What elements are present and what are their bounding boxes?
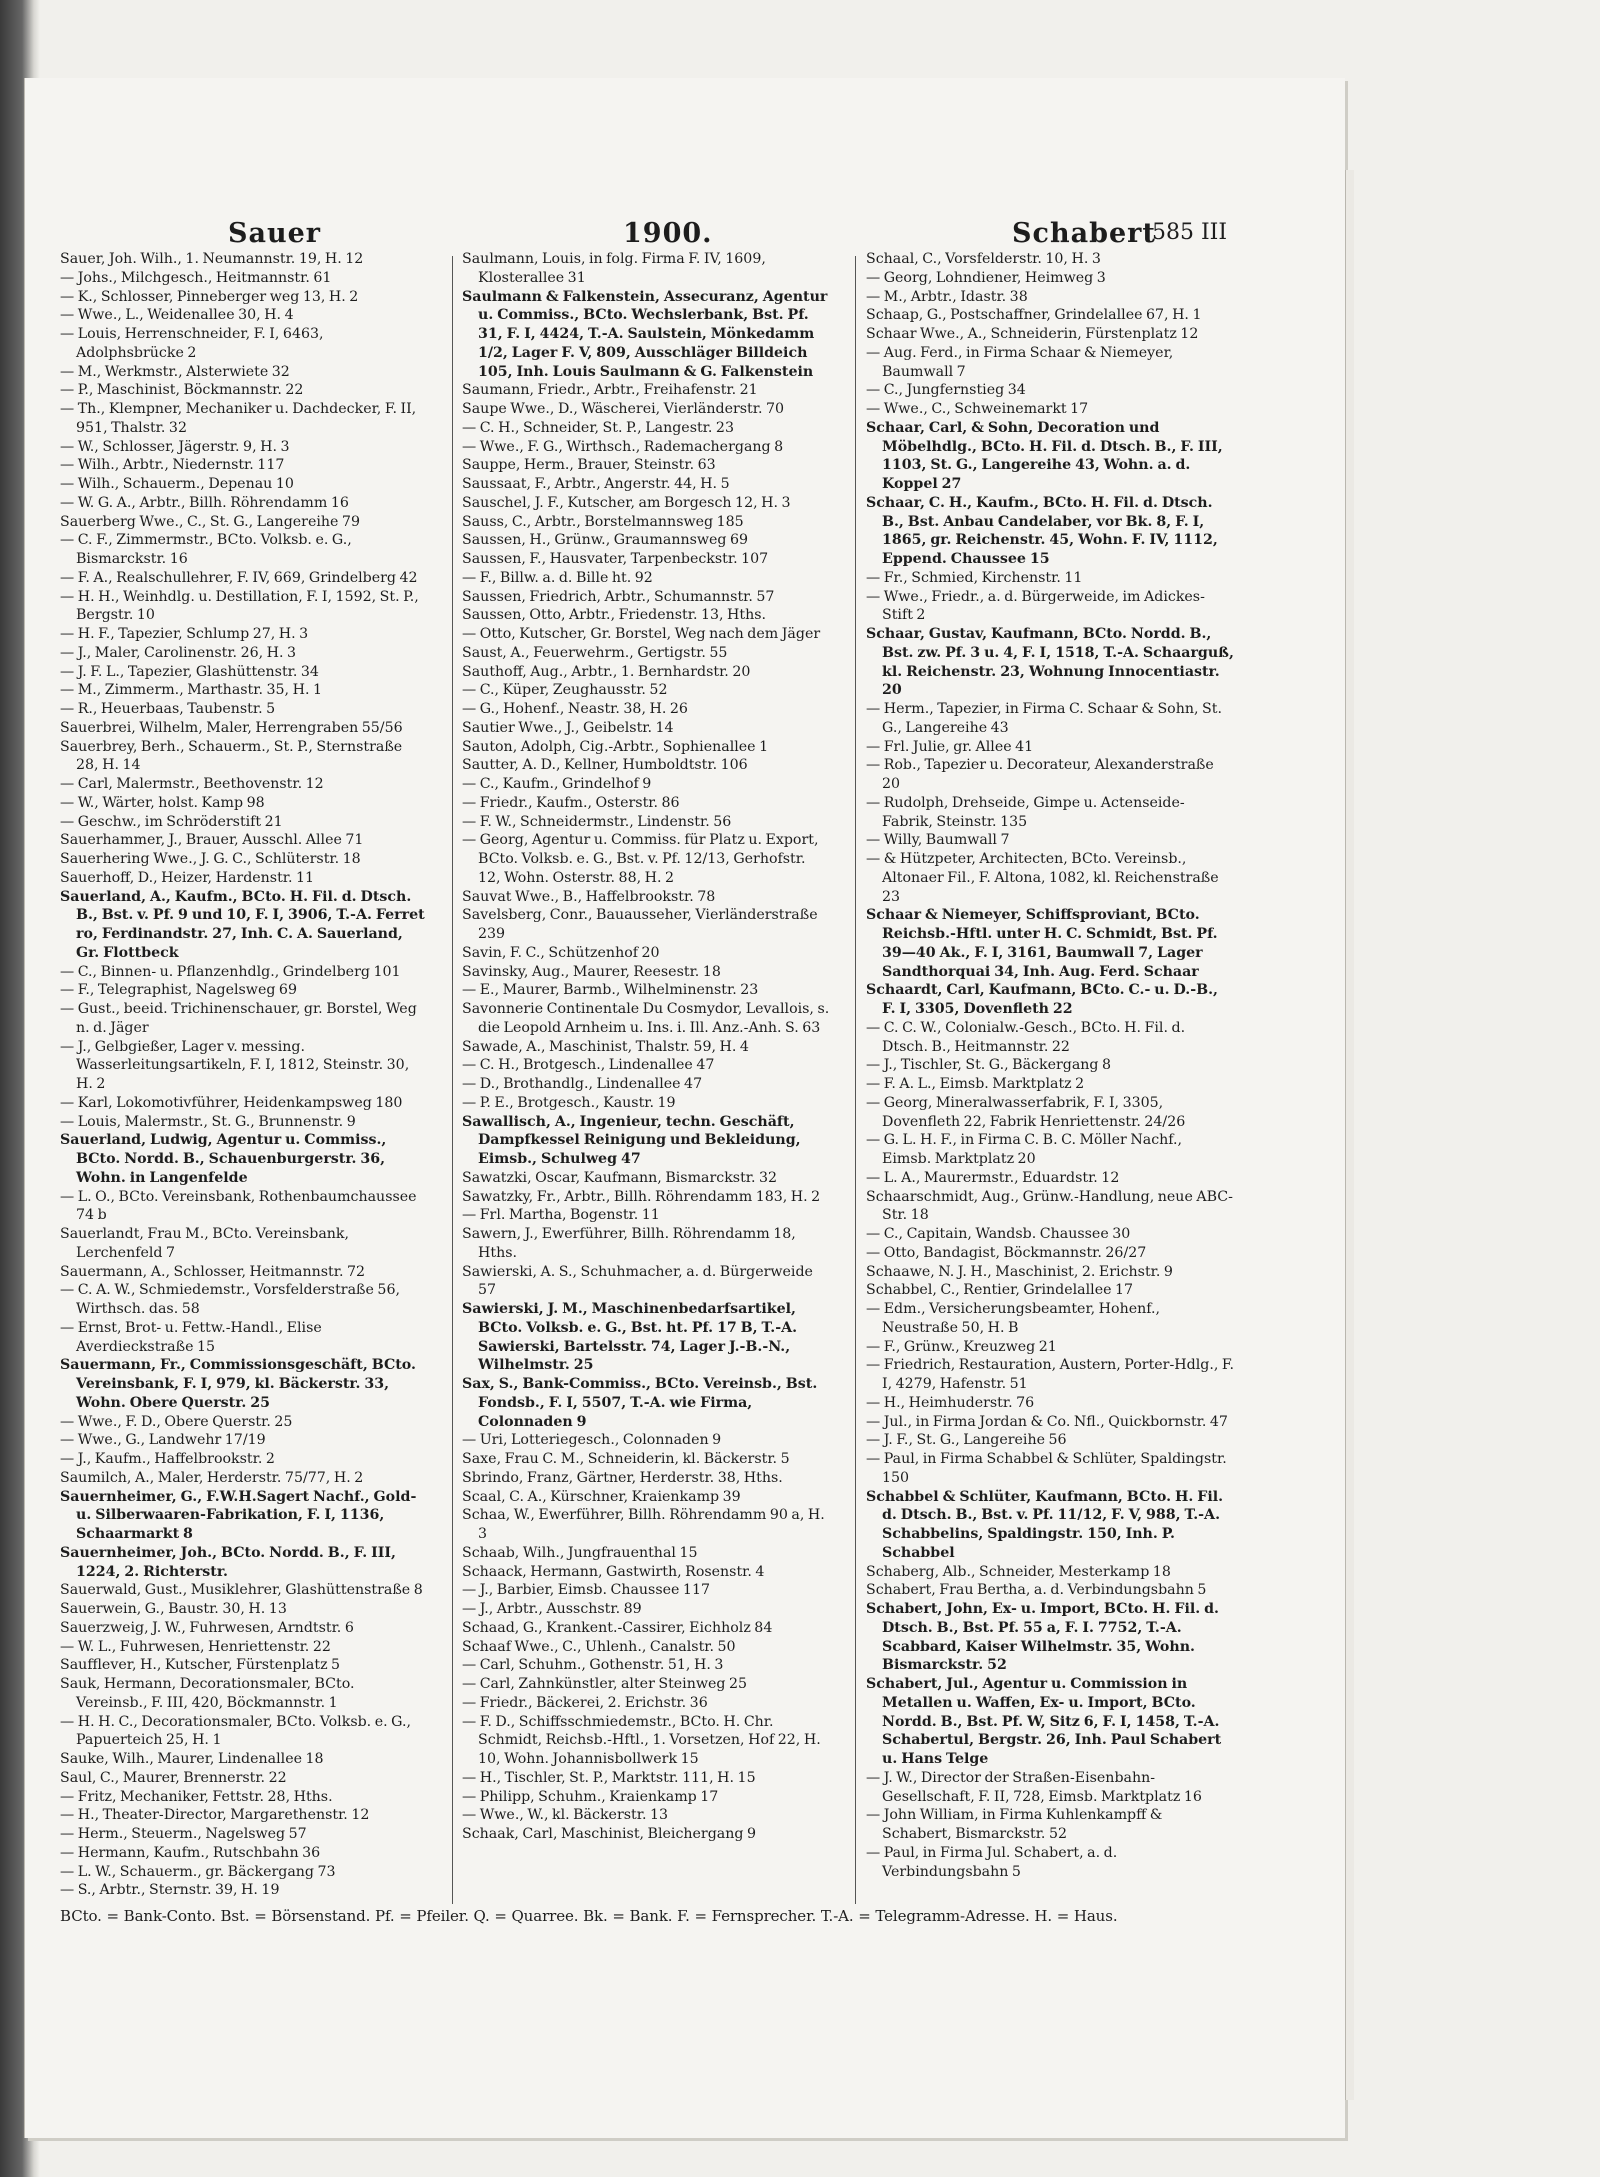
directory-entry: — G. L. H. F., in Firma C. B. C. Möller Nachf., Eimsb. Marktplatz 20	[866, 1132, 1183, 1167]
directory-entry: Schaal, C., Vorsfelderstr. 10, H. 3	[866, 251, 1101, 267]
directory-entry: — C. H., Brotgesch., Lindenallee 47	[462, 1057, 715, 1074]
column-divider	[452, 256, 453, 1904]
directory-entry: — Wwe., C., Schweinemarkt 17	[866, 401, 1089, 417]
directory-entry: Sauernheimer, G., F.W.H.Sagert Nachf., Gold- u. Silberwaaren-Fabrikation, F. I, 1136, Schaarmarkt 8	[60, 1488, 417, 1542]
directory-entry: — Wwe., G., Landwehr 17/19	[60, 1432, 266, 1449]
directory-entry: Sauerzweig, J. W., Fuhrwesen, Arndtstr. 6	[60, 1619, 354, 1636]
directory-entry: — Friedrich, Restauration, Austern, Porter-Hdlg., F. I, 4279, Hafenstr. 51	[866, 1357, 1235, 1392]
directory-entry: — F. A. L., Eimsb. Marktplatz 2	[866, 1076, 1085, 1092]
header-year: 1900.	[623, 218, 713, 249]
directory-entry: Sawatzki, Oscar, Kaufmann, Bismarckstr. 32	[462, 1169, 778, 1186]
directory-entry: — D., Brothandlg., Lindenallee 47	[462, 1076, 703, 1092]
directory-entry: Sautier Wwe., J., Geibelstr. 14	[462, 719, 674, 736]
directory-entry: — H., Tischler, St. P., Marktstr. 111, H. 15	[462, 1769, 756, 1786]
directory-entry: — J. F., St. G., Langereihe 56	[866, 1432, 1067, 1449]
directory-entry: Sauermann, Fr., Commissionsgeschäft, BCto. Vereinsbank, F. I, 979, kl. Bäckerstr. 33, Wohn. Obere Querstr. 25	[60, 1357, 416, 1411]
directory-entry: Schaar, Gustav, Kaufmann, BCto. Nordd. B., Bst. zw. Pf. 3 u. 4, F. I, 1518, T.-A. Schaarguß, kl. Reichenstr. 23, Wohnung Innocentiastr. 20	[866, 626, 1234, 699]
directory-entry: Schabbel, C., Rentier, Grindelallee 17	[866, 1282, 1134, 1299]
directory-entry: — Wwe., W., kl. Bäckerstr. 13	[462, 1807, 669, 1824]
directory-entry: — C. H., Schneider, St. P., Langestr. 23	[462, 419, 734, 436]
directory-entry: Sauerberg Wwe., C., St. G., Langereihe 79	[60, 513, 360, 530]
directory-entry: — Wwe., L., Weidenallee 30, H. 4	[60, 307, 294, 324]
directory-entry: — Hermann, Kaufm., Rutschbahn 36	[60, 1844, 321, 1861]
directory-entry: — W., Wärter, holst. Kamp 98	[60, 794, 265, 811]
directory-entry: Sautter, A. D., Kellner, Humboldtstr. 106	[462, 757, 748, 774]
header-last-name: Schabert	[1012, 218, 1156, 249]
directory-entry: Sawern, J., Ewerführer, Billh. Röhrendamm 18, Hths.	[462, 1226, 796, 1261]
directory-entry: Saulmann & Falkenstein, Assecuranz, Agentur u. Commiss., BCto. Wechslerbank, Bst. Pf. 31, F. I, 4424, T.-A. Saulstein, Mönkedamm 1/2, Lager F. V, 809, Ausschläger Billdeich 105, Inh. Louis Saulmann & G. Falkenstein	[462, 288, 828, 380]
directory-entry: — J., Arbtr., Ausschstr. 89	[462, 1601, 642, 1617]
page-edge	[1345, 170, 1354, 2100]
directory-entry: — J., Barbier, Eimsb. Chaussee 117	[462, 1582, 710, 1599]
directory-entry: — G., Hohenf., Neastr. 38, H. 26	[462, 701, 688, 717]
directory-entry: Sauerhoff, D., Heizer, Hardenstr. 11	[60, 869, 315, 886]
directory-entry: — Carl, Schuhm., Gothenstr. 51, H. 3	[462, 1657, 724, 1674]
directory-entry: Schabert, Jul., Agentur u. Commission in Metallen u. Waffen, Ex- u. Import, BCto. Nordd. B., Bst. Pf. W, Sitz 6, F. I, 1458, T.-A. Schabertul, Bergstr. 26, Inh. Paul Schabert u. Hans Telge	[866, 1676, 1222, 1767]
directory-entry: — J., Gelbgießer, Lager v. messing. Wasserleitungsartikeln, F. I, 1812, Steinstr. 30, H. 2	[60, 1038, 410, 1092]
directory-entry: — Otto, Bandagist, Böckmannstr. 26/27	[866, 1244, 1147, 1261]
directory-entry: Saussen, H., Grünw., Graumannsweg 69	[462, 532, 749, 549]
directory-entry: — H. H., Weinhdlg. u. Destillation, F. I, 1592, St. P., Bergstr. 10	[60, 588, 419, 624]
header-first-name: Sauer	[228, 218, 322, 249]
directory-entry: — J. F. L., Tapezier, Glashüttenstr. 34	[60, 663, 319, 680]
directory-entry: — Johs., Milchgesch., Heitmannstr. 61	[60, 269, 332, 286]
directory-entry: Schaa, W., Ewerführer, Billh. Röhrendamm 90 a, H. 3	[462, 1507, 825, 1542]
directory-entry: — Otto, Kutscher, Gr. Borstel, Weg nach dem Jäger	[462, 626, 821, 642]
directory-entry: — Uri, Lotteriegesch., Colonnaden 9	[462, 1432, 722, 1449]
directory-entry: — & Hützpeter, Architecten, BCto. Vereinsb., Altonaer Fil., F. Altona, 1082, kl. Reichenstraße 23	[866, 851, 1219, 905]
directory-entry: Sauerbrey, Berh., Schauerm., St. P., Sternstraße 28, H. 14	[60, 738, 403, 774]
directory-entry: — E., Maurer, Barmb., Wilhelminenstr. 23	[462, 982, 759, 999]
directory-entry: Scaal, C. A., Kürschner, Kraienkamp 39	[462, 1488, 741, 1505]
directory-entry: Sawallisch, A., Ingenieur, techn. Geschäft, Dampfkessel Reinigung und Bekleidung, Eimsb., Schulweg 47	[462, 1113, 801, 1167]
directory-entry: Schaar & Niemeyer, Schiffsproviant, BCto. Reichsb.-Hftl. unter H. C. Schmidt, Bst. Pf. 39—40 Ak., F. I, 3161, Baumwall 7, Lager Sandthorquai 34, Inh. Aug. Ferd. Schaar	[866, 907, 1218, 980]
directory-entry: Schaap, G., Postschaffner, Grindelallee 67, H. 1	[866, 307, 1202, 324]
directory-entry: Savin, F. C., Schützenhof 20	[462, 944, 660, 961]
directory-entry: — W., Schlosser, Jägerstr. 9, H. 3	[60, 438, 290, 455]
directory-entry: — W. G. A., Arbtr., Billh. Röhrendamm 16	[60, 494, 349, 511]
directory-entry: Saxe, Frau C. M., Schneiderin, kl. Bäckerstr. 5	[462, 1451, 790, 1467]
directory-entry: — Friedr., Bäckerei, 2. Erichstr. 36	[462, 1694, 708, 1711]
directory-entry: Saumann, Friedr., Arbtr., Freihafenstr. 21	[462, 382, 758, 399]
directory-entry: — R., Heuerbaas, Taubenstr. 5	[60, 701, 276, 717]
directory-entry: Savinsky, Aug., Maurer, Reesestr. 18	[462, 963, 721, 980]
directory-entry: Sauke, Wilh., Maurer, Lindenallee 18	[60, 1751, 324, 1767]
directory-entry: Sauerhering Wwe., J. G. C., Schlüterstr. 18	[60, 851, 361, 867]
directory-entry: — Jul., in Firma Jordan & Co. Nfl., Quickbornstr. 47	[866, 1413, 1228, 1430]
directory-entry: — F. D., Schiffsschmiedemstr., BCto. H. Chr. Schmidt, Reichsb.-Hftl., 1. Vorsetzen, Hof 22, H. 10, Wohn. Johannisbollwerk 15	[462, 1713, 821, 1767]
directory-entry: — Willy, Baumwall 7	[866, 832, 1010, 849]
directory-entry: Savonnerie Continentale Du Cosmydor, Levallois, s. die Leopold Arnheim u. Ins. i. Ill. Anz.-Anh. S. 63	[462, 1001, 830, 1036]
column-left	[60, 250, 428, 1900]
directory-entry: — K., Schlosser, Pinneberger weg 13, H. 2	[60, 288, 359, 305]
directory-entry: Schaack, Hermann, Gastwirth, Rosenstr. 4	[462, 1563, 765, 1580]
directory-entry: — S., Arbtr., Sternstr. 39, H. 19	[60, 1882, 280, 1899]
directory-entry: Saufflever, H., Kutscher, Fürstenplatz 5	[60, 1657, 341, 1674]
page-number: 585 III	[1152, 220, 1228, 245]
directory-entry: Sawierski, A. S., Schuhmacher, a. d. Bürgerweide 57	[462, 1263, 813, 1299]
directory-entry: Schaar Wwe., A., Schneiderin, Fürstenplatz 12	[866, 326, 1199, 342]
directory-entry: — Louis, Herrenschneider, F. I, 6463, Adolphsbrücke 2	[60, 326, 324, 361]
directory-entry: Saussaat, F., Arbtr., Angerstr. 44, H. 5	[462, 476, 730, 492]
directory-entry: Sauk, Hermann, Decorationsmaler, BCto. Vereinsb., F. III, 420, Böckmannstr. 1	[60, 1676, 355, 1711]
directory-entry: — Rudolph, Drehseide, Gimpe u. Actenseide-Fabrik, Steinstr. 135	[866, 794, 1185, 830]
directory-entry: — P. E., Brotgesch., Kaustr. 19	[462, 1094, 676, 1111]
directory-entry: Schaberg, Alb., Schneider, Mesterkamp 18	[866, 1563, 1171, 1580]
directory-entry: Sax, S., Bank-Commiss., BCto. Vereinsb., Bst. Fondsb., F. I, 5507, T.-A. wie Firma, Colonnaden 9	[462, 1376, 818, 1430]
directory-entry: — F. A., Realschullehrer, F. IV, 669, Grindelberg 42	[60, 569, 418, 586]
directory-entry: — J., Tischler, St. G., Bäckergang 8	[866, 1057, 1112, 1074]
directory-entry: — J., Maler, Carolinenstr. 26, H. 3	[60, 644, 297, 661]
directory-entry: Sauermann, A., Schlosser, Heitmannstr. 72	[60, 1263, 366, 1280]
directory-entry: Saussen, Friedrich, Arbtr., Schumannstr. 57	[462, 588, 775, 605]
directory-entry: — C., Kaufm., Grindelhof 9	[462, 776, 652, 792]
directory-entry: Schaar, Carl, & Sohn, Decoration und Möbelhdlg., BCto. H. Fil. d. Dtsch. B., F. III, 1103, St. G., Langereihe 43, Wohn. a. d. Koppel 27	[866, 419, 1223, 492]
directory-entry: — Ernst, Brot- u. Fettw.-Handl., Elise Averdieckstraße 15	[60, 1319, 322, 1355]
directory-entry: — Th., Klempner, Mechaniker u. Dachdecker, F. II, 951, Thalstr. 32	[60, 401, 417, 436]
directory-entry: — Karl, Lokomotivführer, Heidenkampsweg 180	[60, 1094, 403, 1111]
directory-entry: — M., Werkmstr., Alsterwiete 32	[60, 363, 290, 380]
directory-entry: Saumilch, A., Maler, Herderstr. 75/77, H. 2	[60, 1469, 364, 1486]
directory-entry: Sauschel, J. F., Kutscher, am Borgesch 12, H. 3	[462, 494, 791, 511]
directory-entry: — Geschw., im Schröderstift 21	[60, 813, 283, 830]
directory-entry: Schaardt, Carl, Kaufmann, BCto. C.- u. D.-B., F. I, 3305, Dovenfleth 22	[866, 982, 1218, 1017]
directory-entry: — F., Telegraphist, Nagelsweg 69	[60, 982, 297, 999]
directory-entry: Sawierski, J. M., Maschinenbedarfsartikel, BCto. Volksb. e. G., Bst. ht. Pf. 17 B, T.-A. Sawierski, Bartelsstr. 74, Lager J.-B.-N., Wilhelmstr. 25	[462, 1301, 798, 1374]
directory-entry: Schaab, Wilh., Jungfrauenthal 15	[462, 1544, 698, 1561]
directory-entry: Sauton, Adolph, Cig.-Arbtr., Sophienallee 1	[462, 738, 769, 755]
directory-entry: — F., Grünw., Kreuzweg 21	[866, 1338, 1057, 1355]
directory-entry: — Gust., beeid. Trichinenschauer, gr. Borstel, Weg n. d. Jäger	[60, 1001, 417, 1036]
directory-entry: — C., Binnen- u. Pflanzenhdlg., Grindelberg 101	[60, 963, 401, 980]
directory-entry: Schaaf Wwe., C., Uhlenh., Canalstr. 50	[462, 1638, 736, 1655]
directory-entry: Saussen, Otto, Arbtr., Friedenstr. 13, Hths.	[462, 607, 767, 624]
directory-entry: — Paul, in Firma Jul. Schabert, a. d. Verbindungsbahn 5	[866, 1844, 1118, 1880]
directory-entry: Sauerland, Ludwig, Agentur u. Commiss., BCto. Nordd. B., Schauenburgerstr. 36, Wohn. in Langenfelde	[60, 1132, 387, 1186]
directory-entry: Schaar, C. H., Kaufm., BCto. H. Fil. d. Dtsch. B., Bst. Anbau Candelaber, vor Bk. 8, F. I, 1865, gr. Reichenstr. 45, Wohn. F. IV, 1112, Eppend. Chaussee 15	[866, 494, 1218, 567]
directory-entry: Sauthoff, Aug., Arbtr., 1. Bernhardstr. 20	[462, 663, 751, 680]
directory-entry: Sbrindo, Franz, Gärtner, Herderstr. 38, Hths.	[462, 1469, 783, 1486]
directory-entry: Sauppe, Herm., Brauer, Steinstr. 63	[462, 457, 716, 474]
directory-entry: Sauerbrei, Wilhelm, Maler, Herrengraben 55/56	[60, 719, 403, 736]
directory-entry: — Rob., Tapezier u. Decorateur, Alexanderstraße 20	[866, 757, 1214, 792]
directory-entry: — H. H. C., Decorationsmaler, BCto. Volksb. e. G., Papuerteich 25, H. 1	[60, 1713, 411, 1749]
directory-entry: — Wilh., Schauerm., Depenau 10	[60, 476, 294, 492]
directory-entry: — Fr., Schmied, Kirchenstr. 11	[866, 569, 1083, 586]
directory-entry: — Georg, Mineralwasserfabrik, F. I, 3305, Dovenfleth 22, Fabrik Henriettenstr. 24/26	[866, 1094, 1186, 1130]
directory-entry: Sauerlandt, Frau M., BCto. Vereinsbank, Lerchenfeld 7	[60, 1226, 350, 1261]
directory-entry: Schaad, G., Krankent.-Cassirer, Eichholz 84	[462, 1619, 773, 1636]
directory-entry: Sauer, Joh. Wilh., 1. Neumannstr. 19, H. 12	[60, 251, 364, 267]
directory-entry: Sauerwald, Gust., Musiklehrer, Glashüttenstraße 8	[60, 1582, 423, 1599]
directory-entry: — P., Maschinist, Böckmannstr. 22	[60, 382, 304, 399]
directory-entry: — Frl. Martha, Bogenstr. 11	[462, 1207, 660, 1224]
directory-entry: — Georg, Lohndiener, Heimweg 3	[866, 269, 1106, 286]
column-middle	[462, 250, 830, 1844]
directory-entry: — M., Zimmerm., Marthastr. 35, H. 1	[60, 682, 322, 699]
directory-entry: — Herm., Steuerm., Nagelsweg 57	[60, 1826, 307, 1842]
directory-entry: Schaarschmidt, Aug., Grünw.-Handlung, neue ABC-Str. 18	[866, 1188, 1233, 1224]
directory-entry: Schabbel & Schlüter, Kaufmann, BCto. H. Fil. d. Dtsch. B., Bst. v. Pf. 11/12, F. V, 988, T.-A. Schabbelins, Spaldingstr. 150, Inh. P. Schabbel	[866, 1488, 1224, 1561]
directory-entry: Sauvat Wwe., B., Haffelbrookstr. 78	[462, 888, 716, 905]
directory-entry: — Herm., Tapezier, in Firma C. Schaar & Sohn, St. G., Langereihe 43	[866, 701, 1222, 736]
directory-entry: Sauernheimer, Joh., BCto. Nordd. B., F. III, 1224, 2. Richterstr.	[60, 1544, 396, 1580]
directory-entry: — H. F., Tapezier, Schlump 27, H. 3	[60, 626, 309, 642]
directory-entry: Savelsberg, Conr., Bauausseher, Vierländerstraße 239	[462, 907, 818, 942]
directory-entry: — F. W., Schneidermstr., Lindenstr. 56	[462, 813, 732, 830]
directory-entry: — Louis, Malermstr., St. G., Brunnenstr. 9	[60, 1113, 356, 1130]
directory-entry: — L. W., Schauerm., gr. Bäckergang 73	[60, 1863, 336, 1880]
directory-entry: Saust, A., Feuerwehrm., Gertigstr. 55	[462, 644, 728, 661]
directory-entry: — Wwe., F. D., Obere Querstr. 25	[60, 1413, 293, 1430]
directory-entry: — C., Küper, Zeughausstr. 52	[462, 682, 668, 699]
directory-entry: Saupe Wwe., D., Wäscherei, Vierländerstr. 70	[462, 401, 785, 417]
directory-entry: — Fritz, Mechaniker, Fettstr. 28, Hths.	[60, 1788, 333, 1805]
directory-entry: — L. A., Maurermstr., Eduardstr. 12	[866, 1169, 1120, 1186]
directory-entry: — Wilh., Arbtr., Niedernstr. 117	[60, 457, 285, 474]
directory-entry: — C., Capitain, Wandsb. Chaussee 30	[866, 1226, 1131, 1242]
directory-entry: — C. F., Zimmermstr., BCto. Volksb. e. G., Bismarckstr. 16	[60, 532, 352, 567]
directory-entry: Sauerwein, G., Baustr. 30, H. 13	[60, 1601, 287, 1617]
directory-entry: — H., Heimhuderstr. 76	[866, 1394, 1035, 1411]
directory-entry: — Edm., Versicherungsbeamter, Hohenf., Neustraße 50, H. B	[866, 1301, 1161, 1336]
directory-entry: Schaak, Carl, Maschinist, Bleichergang 9	[462, 1826, 757, 1842]
directory-entry: — Wwe., F. G., Wirthsch., Rademachergang 8	[462, 438, 784, 455]
directory-entry: — Carl, Malermstr., Beethovenstr. 12	[60, 776, 324, 792]
directory-entry: — Carl, Zahnkünstler, alter Steinweg 25	[462, 1676, 748, 1692]
directory-entry: Sawade, A., Maschinist, Thalstr. 59, H. 4	[462, 1038, 749, 1055]
abbreviation-legend: BCto. = Bank-Conto. Bst. = Börsenstand. Pf. = Pfeiler. Q. = Quarree. Bk. = Bank. F. = Fernsprecher. T.-A. = Telegramm-Adresse. H. = Haus.	[60, 1907, 1118, 1925]
directory-entry: — F., Billw. a. d. Bille ht. 92	[462, 569, 653, 586]
directory-entry: — John William, in Firma Kuhlenkampff & Schabert, Bismarckstr. 52	[866, 1807, 1163, 1842]
directory-entry: Saul, C., Maurer, Brennerstr. 22	[60, 1769, 287, 1786]
directory-entry: Sauerland, A., Kaufm., BCto. H. Fil. d. Dtsch. B., Bst. v. Pf. 9 und 10, F. I, 3906, T.-A. Ferret ro, Ferdinandstr. 27, Inh. C. A. Sauerland, Gr. Flottbeck	[60, 888, 425, 961]
directory-entry: — Aug. Ferd., in Firma Schaar & Niemeyer, Baumwall 7	[866, 344, 1174, 380]
directory-entry: — Philipp, Schuhm., Kraienkamp 17	[462, 1788, 719, 1805]
directory-entry: — C. A. W., Schmiedemstr., Vorsfelderstraße 56, Wirthsch. das. 58	[60, 1282, 400, 1317]
column-right	[866, 250, 1234, 1881]
directory-entry: Sawatzky, Fr., Arbtr., Billh. Röhrendamm 183, H. 2	[462, 1188, 821, 1205]
directory-entry: — L. O., BCto. Vereinsbank, Rothenbaumchaussee 74 b	[60, 1188, 417, 1224]
directory-entry: — J. W., Director der Straßen-Eisenbahn-Gesellschaft, F. II, 728, Eimsb. Marktplatz 16	[866, 1769, 1202, 1805]
directory-entry: Schabert, Frau Bertha, a. d. Verbindungsbahn 5	[866, 1582, 1207, 1599]
directory-entry: Schaawe, N. J. H., Maschinist, 2. Erichstr. 9	[866, 1263, 1173, 1280]
directory-entry: — Georg, Agentur u. Commiss. für Platz u. Export, BCto. Volksb. e. G., Bst. v. Pf. 12/13, Gerhofstr. 12, Wohn. Osterstr. 88, H. 2	[462, 832, 819, 886]
directory-entry: Schabert, John, Ex- u. Import, BCto. H. Fil. d. Dtsch. B., Bst. Pf. 55 a, F. I. 7752, T.-A. Scabbard, Kaiser Wilhelmstr. 35, Wohn. Bismarckstr. 52	[866, 1601, 1219, 1674]
directory-entry: Saussen, F., Hausvater, Tarpenbeckstr. 107	[462, 551, 769, 567]
directory-entry: — W. L., Fuhrwesen, Henriettenstr. 22	[60, 1638, 331, 1655]
directory-entry: — C., Jungfernstieg 34	[866, 382, 1026, 399]
directory-entry: Sauerhammer, J., Brauer, Ausschl. Allee 71	[60, 832, 364, 849]
column-divider	[855, 256, 856, 1904]
directory-entry: — Paul, in Firma Schabbel & Schlüter, Spaldingstr. 150	[866, 1451, 1227, 1486]
directory-entry: — M., Arbtr., Idastr. 38	[866, 288, 1028, 305]
directory-entry: — H., Theater-Director, Margarethenstr. 12	[60, 1807, 370, 1824]
directory-entry: — Frl. Julie, gr. Allee 41	[866, 738, 1034, 755]
directory-entry: — Friedr., Kaufm., Osterstr. 86	[462, 794, 680, 811]
directory-entry: — Wwe., Friedr., a. d. Bürgerweide, im Adickes-Stift 2	[866, 588, 1205, 624]
directory-entry: — J., Kaufm., Haffelbrookstr. 2	[60, 1451, 275, 1467]
directory-entry: — C. C. W., Colonialw.-Gesch., BCto. H. Fil. d. Dtsch. B., Heitmannstr. 22	[866, 1019, 1186, 1055]
directory-entry: Sauss, C., Arbtr., Borstelmannsweg 185	[462, 513, 744, 530]
directory-entry: Saulmann, Louis, in folg. Firma F. IV, 1609, Klosterallee 31	[462, 251, 766, 286]
